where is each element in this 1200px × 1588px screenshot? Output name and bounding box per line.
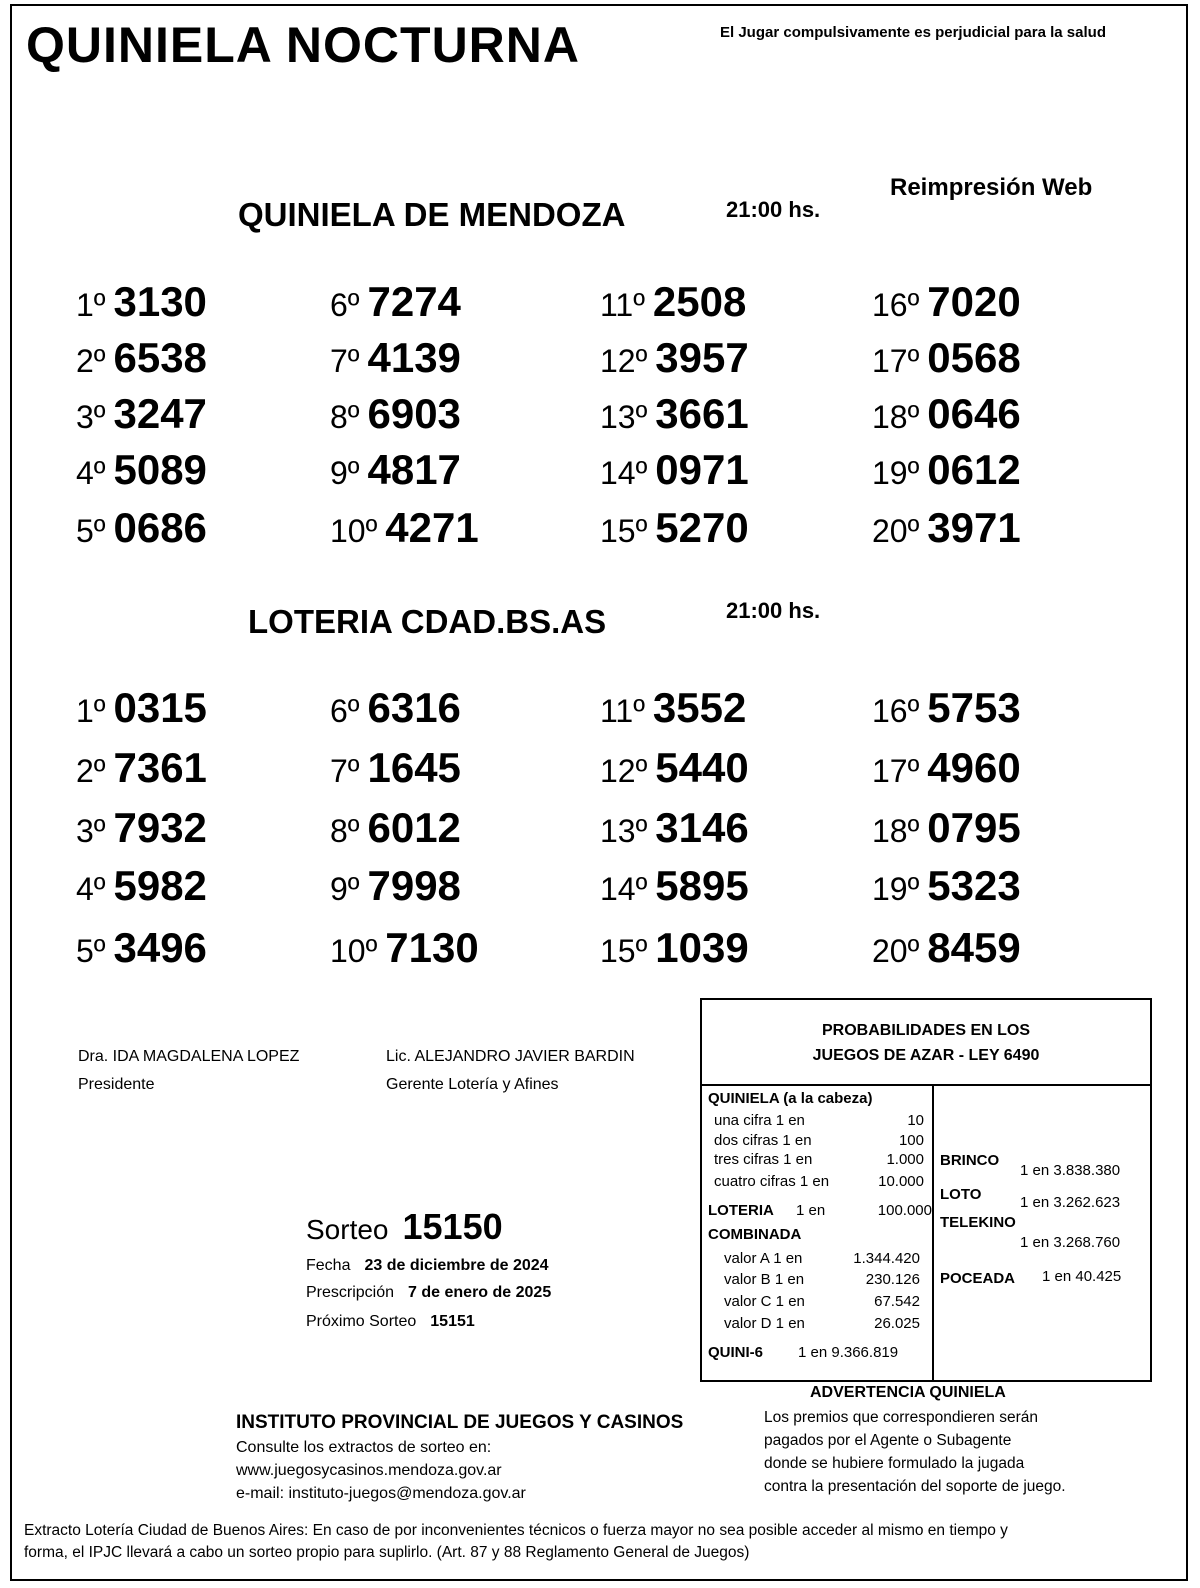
result-cell bbox=[330, 924, 479, 972]
result-cell bbox=[330, 504, 479, 552]
probabilities-title bbox=[702, 1000, 1150, 1086]
result-position: 8º bbox=[330, 813, 360, 849]
odds-value: 26.025 bbox=[874, 1315, 920, 1332]
result-cell bbox=[600, 804, 749, 852]
result-position: 14º bbox=[600, 455, 648, 491]
odds-label: valor B 1 en bbox=[724, 1271, 805, 1288]
result-number: 6012 bbox=[367, 804, 461, 851]
result-position: 4º bbox=[76, 455, 106, 491]
result-position: 20º bbox=[872, 513, 920, 549]
odds-value: 100 bbox=[898, 1132, 924, 1149]
odds-label: valor D 1 en bbox=[724, 1315, 805, 1332]
result-number: 5753 bbox=[927, 684, 1021, 731]
result-cell bbox=[76, 862, 207, 910]
odds-label: una cifra 1 en bbox=[714, 1112, 805, 1129]
result-position: 5º bbox=[76, 513, 106, 549]
loteria-odds-value: 100.000 bbox=[877, 1202, 932, 1219]
result-cell bbox=[600, 334, 749, 382]
result-position: 9º bbox=[330, 455, 360, 491]
result-cell bbox=[76, 924, 207, 972]
result-number: 1039 bbox=[655, 924, 749, 971]
result-number: 0315 bbox=[113, 684, 207, 731]
loteria-odds-label: LOTERIA bbox=[708, 1202, 774, 1219]
result-cell bbox=[600, 390, 749, 438]
result-cell bbox=[600, 744, 749, 792]
proximo-line bbox=[306, 1313, 475, 1331]
result-cell bbox=[600, 684, 746, 732]
result-position: 15º bbox=[600, 513, 648, 549]
odds-value: 10.000 bbox=[878, 1173, 924, 1190]
result-cell bbox=[600, 862, 749, 910]
result-cell bbox=[330, 684, 461, 732]
proximo-value: 15151 bbox=[430, 1313, 475, 1330]
prescripcion-line bbox=[306, 1284, 551, 1302]
institute-line: Consulte los extractos de sorteo en: bbox=[236, 1439, 492, 1456]
result-number: 0646 bbox=[927, 390, 1021, 437]
loto-odds-label: LOTO bbox=[940, 1186, 982, 1203]
result-position: 8º bbox=[330, 399, 360, 435]
footer-note bbox=[24, 1520, 1174, 1564]
result-position: 17º bbox=[872, 343, 920, 379]
result-cell bbox=[76, 804, 207, 852]
result-number: 0568 bbox=[927, 334, 1021, 381]
result-position: 2º bbox=[76, 753, 106, 789]
result-number: 3496 bbox=[113, 924, 207, 971]
result-position: 6º bbox=[330, 287, 360, 323]
fecha-line bbox=[306, 1257, 549, 1275]
odds-value: 1.344.420 bbox=[853, 1250, 920, 1267]
result-position: 9º bbox=[330, 871, 360, 907]
result-number: 5895 bbox=[655, 862, 749, 909]
result-number: 8459 bbox=[927, 924, 1021, 971]
result-cell bbox=[872, 278, 1021, 326]
result-position: 12º bbox=[600, 343, 648, 379]
signature-role: Presidente bbox=[78, 1076, 155, 1093]
advertencia-title: ADVERTENCIA QUINIELA bbox=[810, 1384, 1006, 1401]
result-cell bbox=[600, 446, 749, 494]
telekino-odds-label: TELEKINO bbox=[940, 1214, 1016, 1231]
signature-manager bbox=[386, 1043, 635, 1099]
result-cell bbox=[76, 744, 207, 792]
result-number: 7020 bbox=[927, 278, 1021, 325]
result-cell bbox=[872, 744, 1021, 792]
fecha-value: 23 de diciembre de 2024 bbox=[364, 1257, 549, 1274]
result-cell bbox=[330, 804, 461, 852]
proximo-label: Próximo Sorteo bbox=[306, 1313, 417, 1330]
result-number: 7932 bbox=[113, 804, 207, 851]
signature-role: Gerente Lotería y Afines bbox=[386, 1076, 559, 1093]
section-time-loteria: 21:00 hs. bbox=[726, 598, 821, 623]
signature-president bbox=[78, 1043, 299, 1099]
result-position: 19º bbox=[872, 871, 920, 907]
result-position: 3º bbox=[76, 813, 106, 849]
result-number: 6538 bbox=[113, 334, 207, 381]
result-position: 18º bbox=[872, 399, 920, 435]
result-position: 6º bbox=[330, 693, 360, 729]
brinco-odds-label: BRINCO bbox=[940, 1152, 1000, 1169]
result-number: 5440 bbox=[655, 744, 749, 791]
result-cell bbox=[872, 390, 1021, 438]
result-number: 0795 bbox=[927, 804, 1021, 851]
advertencia-line: pagados por el Agente o Subagente bbox=[764, 1432, 1012, 1449]
sorteo-line bbox=[306, 1206, 503, 1248]
odds-value: 230.126 bbox=[865, 1271, 920, 1288]
quini6-odds-value: 1 en 9.366.819 bbox=[798, 1344, 899, 1361]
result-cell bbox=[872, 504, 1021, 552]
section-title-loteria: LOTERIA CDAD.BS.AS bbox=[248, 603, 607, 640]
result-cell bbox=[76, 684, 207, 732]
result-cell bbox=[872, 924, 1021, 972]
result-number: 3130 bbox=[113, 278, 207, 325]
result-position: 14º bbox=[600, 871, 648, 907]
probabilities-title-line1: PROBABILIDADES EN LOS bbox=[821, 1022, 1030, 1039]
result-position: 13º bbox=[600, 813, 648, 849]
result-number: 7130 bbox=[385, 924, 479, 971]
result-cell bbox=[872, 446, 1021, 494]
result-position: 7º bbox=[330, 753, 360, 789]
probabilities-left-column bbox=[702, 1086, 934, 1380]
result-position: 11º bbox=[600, 693, 645, 729]
sorteo-label: Sorteo bbox=[306, 1214, 389, 1245]
result-position: 16º bbox=[872, 693, 920, 729]
advertencia-line: donde se hubiere formulado la jugada bbox=[764, 1455, 1025, 1472]
result-number: 0612 bbox=[927, 446, 1021, 493]
probabilities-title-line2: JUEGOS DE AZAR - LEY 6490 bbox=[812, 1047, 1040, 1064]
result-position: 10º bbox=[330, 513, 378, 549]
result-cell bbox=[330, 390, 461, 438]
result-number: 0686 bbox=[113, 504, 207, 551]
odds-value: 10 bbox=[907, 1112, 924, 1129]
result-cell bbox=[76, 278, 207, 326]
telekino-odds-value: 1 en 3.268.760 bbox=[1020, 1234, 1121, 1251]
result-number: 5089 bbox=[113, 446, 207, 493]
result-number: 3247 bbox=[113, 390, 207, 437]
result-cell bbox=[330, 278, 461, 326]
result-cell bbox=[330, 862, 461, 910]
result-position: 17º bbox=[872, 753, 920, 789]
advertencia-line: Los premios que correspondieren serán bbox=[764, 1409, 1038, 1426]
result-position: 15º bbox=[600, 933, 648, 969]
result-position: 18º bbox=[872, 813, 920, 849]
advertencia-text bbox=[764, 1406, 1066, 1498]
footer-line: forma, el IPJC llevará a cabo un sorteo propio para suplirlo. (Art. 87 y 88 Reglamento General de Juegos) bbox=[24, 1544, 750, 1561]
institute-email: e-mail: instituto-juegos@mendoza.gov.ar bbox=[236, 1485, 526, 1502]
result-cell bbox=[872, 862, 1021, 910]
result-number: 4271 bbox=[385, 504, 479, 551]
result-cell bbox=[76, 334, 207, 382]
result-cell bbox=[76, 504, 207, 552]
sorteo-number: 15150 bbox=[402, 1206, 503, 1247]
result-cell bbox=[330, 446, 461, 494]
result-number: 3971 bbox=[927, 504, 1021, 551]
result-cell bbox=[76, 446, 207, 494]
odds-label: dos cifras 1 en bbox=[714, 1132, 812, 1149]
signature-name: Dra. IDA MAGDALENA LOPEZ bbox=[78, 1048, 300, 1065]
result-position: 4º bbox=[76, 871, 106, 907]
page-title: QUINIELA NOCTURNA bbox=[26, 17, 581, 73]
result-number: 3552 bbox=[652, 684, 747, 731]
result-number: 4139 bbox=[367, 334, 461, 381]
result-position: 19º bbox=[872, 455, 920, 491]
result-position: 3º bbox=[76, 399, 106, 435]
result-position: 11º bbox=[600, 287, 645, 323]
result-position: 1º bbox=[76, 287, 106, 323]
institute-website: www.juegosycasinos.mendoza.gov.ar bbox=[236, 1462, 502, 1479]
odds-value: 67.542 bbox=[874, 1293, 920, 1310]
result-number: 5982 bbox=[113, 862, 207, 909]
result-number: 5270 bbox=[655, 504, 749, 551]
odds-label: valor A 1 en bbox=[724, 1250, 803, 1267]
result-number: 4817 bbox=[367, 446, 461, 493]
prescripcion-value: 7 de enero de 2025 bbox=[408, 1284, 552, 1301]
poceada-odds-value: 1 en 40.425 bbox=[1042, 1268, 1122, 1285]
result-position: 13º bbox=[600, 399, 648, 435]
result-number: 3146 bbox=[655, 804, 749, 851]
result-position: 2º bbox=[76, 343, 106, 379]
prescripcion-label: Prescripción bbox=[306, 1284, 395, 1301]
result-number: 6903 bbox=[367, 390, 461, 437]
result-position: 5º bbox=[76, 933, 106, 969]
result-number: 0971 bbox=[655, 446, 749, 493]
brinco-odds-value: 1 en 3.838.380 bbox=[1020, 1162, 1121, 1179]
result-number: 5323 bbox=[927, 862, 1021, 909]
odds-label: valor C 1 en bbox=[724, 1293, 805, 1310]
advertencia-line: contra la presentación del soporte de juego. bbox=[764, 1478, 1066, 1495]
result-number: 3957 bbox=[655, 334, 749, 381]
result-position: 12º bbox=[600, 753, 648, 789]
result-cell bbox=[76, 390, 207, 438]
reprint-label: Reimpresión Web bbox=[890, 174, 1093, 201]
institute-name: INSTITUTO PROVINCIAL DE JUEGOS Y CASINOS bbox=[236, 1412, 684, 1433]
quini6-odds-label: QUINI-6 bbox=[708, 1344, 764, 1361]
result-position: 10º bbox=[330, 933, 378, 969]
odds-label: cuatro cifras 1 en bbox=[714, 1173, 830, 1190]
section-time-mendoza: 21:00 hs. bbox=[726, 197, 821, 222]
result-cell bbox=[600, 278, 746, 326]
odds-value: 1.000 bbox=[886, 1151, 924, 1168]
result-cell bbox=[600, 504, 749, 552]
result-number: 3661 bbox=[655, 390, 749, 437]
poceada-odds-label: POCEADA bbox=[940, 1270, 1016, 1287]
loto-odds-value: 1 en 3.262.623 bbox=[1020, 1194, 1121, 1211]
result-cell bbox=[872, 804, 1021, 852]
result-cell bbox=[330, 744, 461, 792]
odds-label: tres cifras 1 en bbox=[714, 1151, 813, 1168]
result-cell bbox=[872, 334, 1021, 382]
result-position: 16º bbox=[872, 287, 920, 323]
result-number: 6316 bbox=[367, 684, 461, 731]
result-cell bbox=[600, 924, 749, 972]
institute-contact bbox=[236, 1436, 526, 1505]
combinada-odds-title: COMBINADA bbox=[708, 1226, 802, 1243]
fecha-label: Fecha bbox=[306, 1257, 351, 1274]
result-position: 1º bbox=[76, 693, 106, 729]
footer-line: Extracto Lotería Ciudad de Buenos Aires: En caso de por inconvenientes técnicos o fuerza mayor no sea posible acceder al mismo en tiempo y bbox=[24, 1522, 1008, 1539]
result-position: 7º bbox=[330, 343, 360, 379]
result-number: 7361 bbox=[113, 744, 207, 791]
result-number: 7998 bbox=[367, 862, 461, 909]
signature-name: Lic. ALEJANDRO JAVIER BARDIN bbox=[386, 1048, 635, 1065]
result-cell bbox=[872, 684, 1021, 732]
section-title-mendoza: QUINIELA DE MENDOZA bbox=[238, 196, 626, 233]
probabilities-right-column bbox=[934, 1086, 1150, 1380]
health-warning: El Jugar compulsivamente es perjudicial para la salud bbox=[720, 24, 1106, 41]
quiniela-odds-title: QUINIELA (a la cabeza) bbox=[708, 1090, 873, 1107]
result-number: 1645 bbox=[367, 744, 461, 791]
result-position: 20º bbox=[872, 933, 920, 969]
probabilities-box bbox=[700, 998, 1152, 1382]
loteria-odds-text: 1 en bbox=[796, 1202, 826, 1219]
result-number: 7274 bbox=[367, 278, 461, 325]
result-cell bbox=[330, 334, 461, 382]
result-number: 2508 bbox=[652, 278, 747, 325]
result-number: 4960 bbox=[927, 744, 1021, 791]
